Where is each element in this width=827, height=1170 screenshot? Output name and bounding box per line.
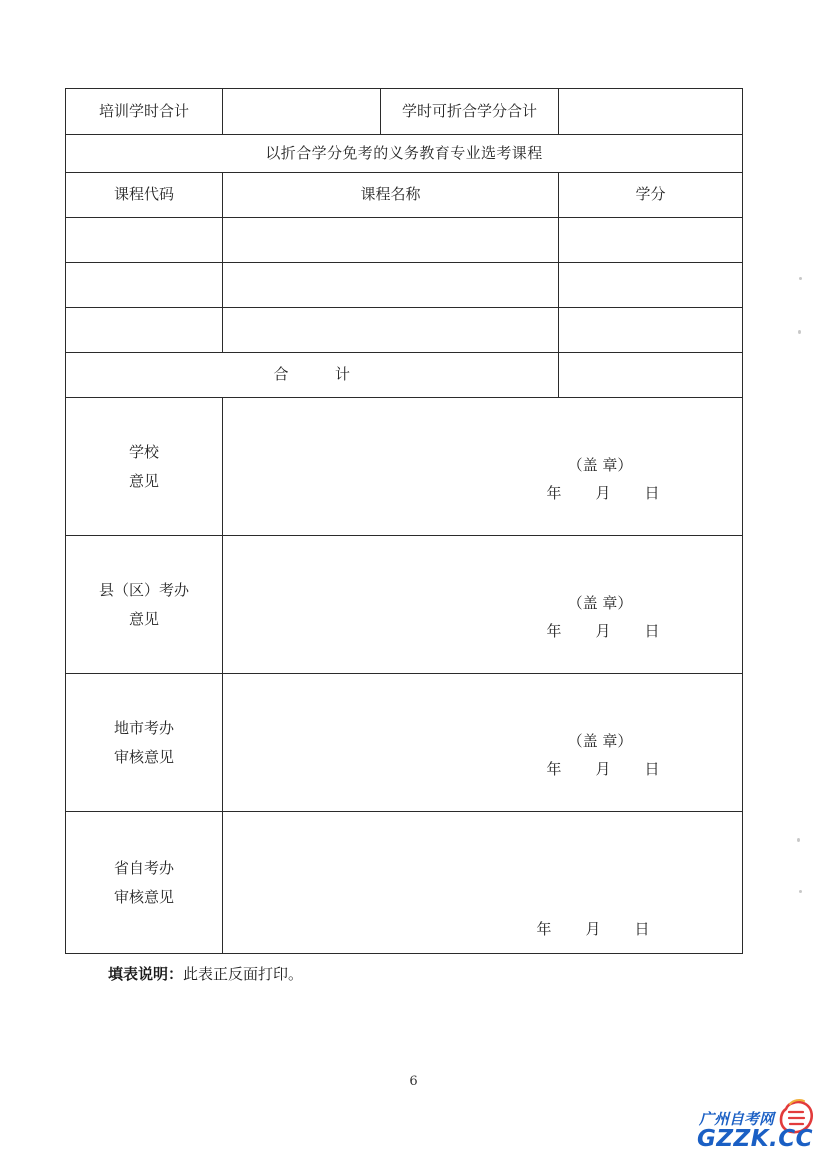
opinion-body-municipal[interactable] (223, 674, 743, 812)
summary-row (66, 89, 743, 135)
date-month: 月 (585, 919, 601, 938)
opinion-row-provincial (66, 812, 743, 954)
cell-course-credits[interactable] (559, 218, 743, 263)
seal-placeholder: （盖 章） (567, 455, 633, 474)
cell-course-name[interactable] (223, 218, 559, 263)
signature-block (498, 589, 708, 646)
total-label-right: 计 (335, 365, 351, 384)
cell-course-code[interactable] (66, 218, 223, 263)
date-line (498, 617, 708, 646)
cell-course-name[interactable] (223, 263, 559, 308)
total-label-left: 合 (273, 365, 289, 384)
scan-speck (797, 838, 800, 842)
cell-course-name[interactable] (223, 308, 559, 353)
date-line (488, 915, 698, 944)
page-number: 6 (409, 1074, 418, 1089)
training-hours-total-label: 培训学时合计 (66, 89, 223, 135)
seal-placeholder: （盖 章） (567, 593, 633, 612)
date-year: 年 (546, 484, 562, 503)
opinion-label-line1: 省自考办 (113, 859, 174, 877)
opinion-label-line1: 地市考办 (113, 719, 174, 737)
total-label (66, 353, 559, 398)
opinion-body-county[interactable] (223, 536, 743, 674)
seal-placeholder: （盖 章） (567, 731, 633, 750)
date-month: 月 (595, 622, 611, 641)
total-row (66, 353, 743, 398)
note-text: 此表正反面打印。 (183, 965, 304, 983)
date-month: 月 (595, 760, 611, 779)
column-header-course-code: 课程代码 (66, 173, 223, 218)
site-watermark-logo (697, 1098, 821, 1154)
banner-row (66, 135, 743, 173)
convertible-credits-total-value[interactable] (559, 89, 743, 135)
cell-course-credits[interactable] (559, 263, 743, 308)
opinion-label-line2: 意见 (128, 471, 159, 490)
date-day: 日 (644, 622, 660, 641)
opinion-label-county (66, 536, 223, 674)
opinion-label-line1: 学校 (128, 443, 159, 461)
credit-exemption-form-table (65, 88, 743, 954)
training-hours-total-value[interactable] (223, 89, 381, 135)
table-row (66, 263, 743, 308)
date-month: 月 (595, 484, 611, 503)
opinion-row-school (66, 398, 743, 536)
signature-block (488, 915, 698, 944)
date-day: 日 (644, 484, 660, 503)
form-instruction-note (108, 963, 303, 984)
signature-block (498, 727, 708, 784)
opinion-label-school (66, 398, 223, 536)
cell-course-code[interactable] (66, 308, 223, 353)
convertible-credits-total-label: 学时可折合学分合计 (381, 89, 559, 135)
cell-course-code[interactable] (66, 263, 223, 308)
opinion-row-municipal (66, 674, 743, 812)
date-line (498, 479, 708, 508)
opinion-row-county (66, 536, 743, 674)
scan-speck (799, 890, 802, 893)
course-column-header-row (66, 173, 743, 218)
opinion-label-line2: 审核意见 (113, 887, 174, 906)
opinion-label-line2: 审核意见 (113, 747, 174, 766)
column-header-credits: 学分 (559, 173, 743, 218)
section-banner-title: 以折合学分免考的义务教育专业选考课程 (66, 135, 743, 173)
table-row (66, 218, 743, 263)
table-row (66, 308, 743, 353)
column-header-course-name: 课程名称 (223, 173, 559, 218)
date-day: 日 (634, 919, 650, 938)
opinion-body-school[interactable] (223, 398, 743, 536)
cell-course-credits[interactable] (559, 308, 743, 353)
opinion-body-provincial[interactable] (223, 812, 743, 954)
date-day: 日 (644, 760, 660, 779)
watermark-english-text: GZZK.CC (697, 1126, 814, 1152)
date-year: 年 (536, 919, 552, 938)
scan-speck (799, 277, 802, 280)
watermark-chinese-text: 广州自考网 (699, 1110, 775, 1128)
note-label: 填表说明： (108, 965, 184, 983)
total-credits-value[interactable] (559, 353, 743, 398)
opinion-label-municipal (66, 674, 223, 812)
signature-block (498, 451, 708, 508)
opinion-label-line1: 县（区）考办 (98, 581, 189, 599)
opinion-label-provincial (66, 812, 223, 954)
opinion-label-line2: 意见 (128, 609, 159, 628)
date-year: 年 (546, 622, 562, 641)
date-line (498, 755, 708, 784)
scan-speck (798, 330, 801, 334)
date-year: 年 (546, 760, 562, 779)
